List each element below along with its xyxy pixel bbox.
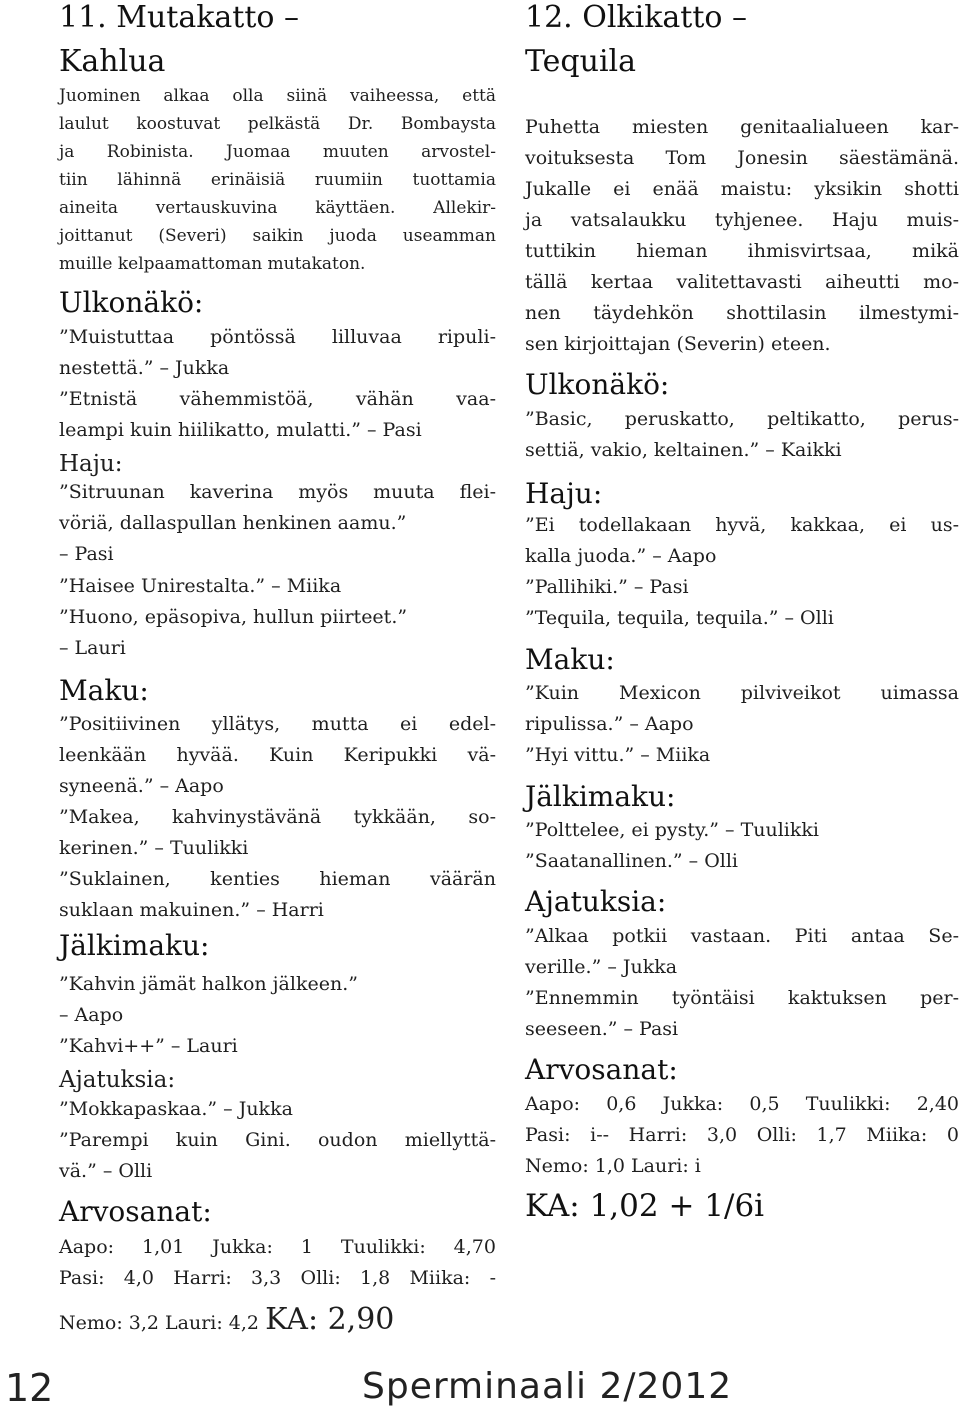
quote-line: ”Parempi kuin Gini. oudon miellyttä-	[59, 1129, 496, 1151]
quote-line: leampi kuin hiilikatto, mulatti.” – Pasi	[59, 419, 422, 441]
quote-line: ”Hyi vittu.” – Miika	[525, 744, 711, 766]
intro-line: tuttikin hieman ihmisvirtsaa, mikä	[525, 240, 959, 262]
quote-line: leenkään hyvää. Kuin Keripukki vä-	[59, 744, 496, 766]
intro-line: laulut koostuvat pelkästä Dr. Bombaysta	[59, 114, 496, 134]
intro-line: ja Robinista. Juomaa muuten arvostel-	[59, 142, 496, 162]
grades-line: Pasi: 4,0 Harri: 3,3 Olli: 1,8 Miika: -	[59, 1267, 496, 1289]
quote-line: ”Positiivinen yllätys, mutta ei edel-	[59, 713, 496, 735]
section-heading-ajatuksia: Ajatuksia:	[59, 1067, 176, 1093]
quote-line: ”Muistuttaa pöntössä lilluvaa ripuli-	[59, 326, 496, 348]
intro-line: nen täydehkön shottilasin ilmestymi-	[525, 302, 959, 324]
quote-line: vä.” – Olli	[59, 1160, 153, 1182]
quote-line: ”Kahvi++” – Lauri	[59, 1035, 238, 1057]
quote-line: settiä, vakio, keltainen.” – Kaikki	[525, 439, 842, 461]
intro-line: aineita vertauskuvina käyttäen. Allekir-	[59, 198, 496, 218]
quote-line: ”Kuin Mexicon pilviveikot uimassa	[525, 682, 959, 704]
intro-line: Juominen alkaa olla siinä vaiheessa, että	[59, 86, 496, 106]
article-title-drink: Tequila	[525, 44, 637, 79]
grades-nemo-lauri: Nemo: 3,2 Lauri: 4,2	[59, 1312, 260, 1334]
quote-line: verille.” – Jukka	[525, 956, 678, 978]
section-heading-ajatuksia: Ajatuksia:	[525, 885, 667, 918]
quote-line: ”Etnistä vähemmistöä, vähän vaa-	[59, 388, 496, 410]
quote-line: ”Mokkapaskaa.” – Jukka	[59, 1098, 293, 1120]
intro-line: tiin lähinnä erinäisiä ruumiin tuottamia	[59, 170, 496, 190]
section-heading-maku: Maku:	[59, 674, 149, 707]
section-heading-haju: Haju:	[59, 451, 123, 477]
intro-line: voituksesta Tom Jonesin säestämänä.	[525, 147, 959, 169]
quote-line: vöriä, dallaspullan henkinen aamu.”	[59, 512, 407, 534]
section-heading-jalkimaku: Jälkimaku:	[525, 780, 676, 813]
quote-line: kalla juoda.” – Aapo	[525, 545, 717, 567]
magazine-issue: Sperminaali 2/2012	[362, 1366, 733, 1407]
grades-line: Aapo: 0,6 Jukka: 0,5 Tuulikki: 2,40	[525, 1093, 959, 1115]
grades-line: Nemo: 1,0 Lauri: i	[525, 1155, 701, 1177]
quote-line: ”Suklainen, kenties hieman väärän	[59, 868, 496, 890]
average-score: KA: 2,90	[265, 1302, 395, 1337]
quote-line: ”Haisee Unirestalta.” – Miika	[59, 575, 342, 597]
quote-line: syneenä.” – Aapo	[59, 775, 224, 797]
quote-line: – Pasi	[59, 543, 114, 565]
grades-last-line	[59, 1300, 496, 1343]
grades-line: Pasi: i-- Harri: 3,0 Olli: 1,7 Miika: 0	[525, 1124, 959, 1146]
article-title: 11. Mutakatto –	[59, 0, 299, 35]
section-heading-haju: Haju:	[525, 477, 603, 510]
quote-line: ”Kahvin jämät halkon jälkeen.”	[59, 973, 358, 995]
article-title-drink: Kahlua	[59, 44, 166, 79]
intro-line: ja vatsalaukku tyhjenee. Haju muis-	[525, 209, 959, 231]
quote-line: ”Alkaa potkii vastaan. Piti antaa Se-	[525, 925, 959, 947]
quote-line: seeseen.” – Pasi	[525, 1018, 679, 1040]
section-heading-ulkonako: Ulkonäkö:	[525, 368, 670, 401]
quote-line: ”Ei todellakaan hyvä, kakkaa, ei us-	[525, 514, 959, 536]
section-heading-maku: Maku:	[525, 643, 615, 676]
average-score: KA: 1,02 + 1/6i	[525, 1188, 765, 1224]
intro-line: Jukalle ei enää maistu: yksikin shotti	[525, 178, 959, 200]
intro-line: muille kelpaamattoman mutakaton.	[59, 254, 366, 274]
section-heading-jalkimaku: Jälkimaku:	[59, 929, 210, 962]
quote-line: ”Huono, epäsopiva, hullun piirteet.”	[59, 606, 408, 628]
quote-line: ”Sitruunan kaverina myös muuta flei-	[59, 481, 496, 503]
intro-line: joittanut (Severi) saikin juoda useamman	[59, 226, 496, 246]
grades-line: Aapo: 1,01 Jukka: 1 Tuulikki: 4,70	[59, 1236, 496, 1258]
quote-line: suklaan makuinen.” – Harri	[59, 899, 324, 921]
section-heading-arvosanat: Arvosanat:	[525, 1053, 678, 1086]
quote-line: ”Polttelee, ei pysty.” – Tuulikki	[525, 819, 819, 841]
quote-line: ”Tequila, tequila, tequila.” – Olli	[525, 607, 834, 629]
quote-line: ”Saatanallinen.” – Olli	[525, 850, 738, 872]
section-heading-arvosanat: Arvosanat:	[59, 1195, 212, 1228]
section-heading-ulkonako: Ulkonäkö:	[59, 286, 204, 319]
intro-line: sen kirjoittajan (Severin) eteen.	[525, 333, 831, 355]
quote-line: – Aapo	[59, 1004, 124, 1026]
quote-line: nestettä.” – Jukka	[59, 357, 230, 379]
intro-line: Puhetta miesten genitaalialueen kar-	[525, 116, 959, 138]
quote-line: ”Basic, peruskatto, peltikatto, perus-	[525, 408, 959, 430]
intro-line: tällä kertaa valitettavasti aiheutti mo-	[525, 271, 959, 293]
article-title: 12. Olkikatto –	[525, 0, 747, 35]
quote-line: kerinen.” – Tuulikki	[59, 837, 249, 859]
quote-line: – Lauri	[59, 637, 126, 659]
quote-line: ”Pallihiki.” – Pasi	[525, 576, 689, 598]
quote-line: ”Makea, kahvinystävänä tykkään, so-	[59, 806, 496, 828]
page-number: 12	[5, 1366, 54, 1410]
quote-line: ripulissa.” – Aapo	[525, 713, 694, 735]
quote-line: ”Ennemmin työntäisi kaktuksen per-	[525, 987, 959, 1009]
